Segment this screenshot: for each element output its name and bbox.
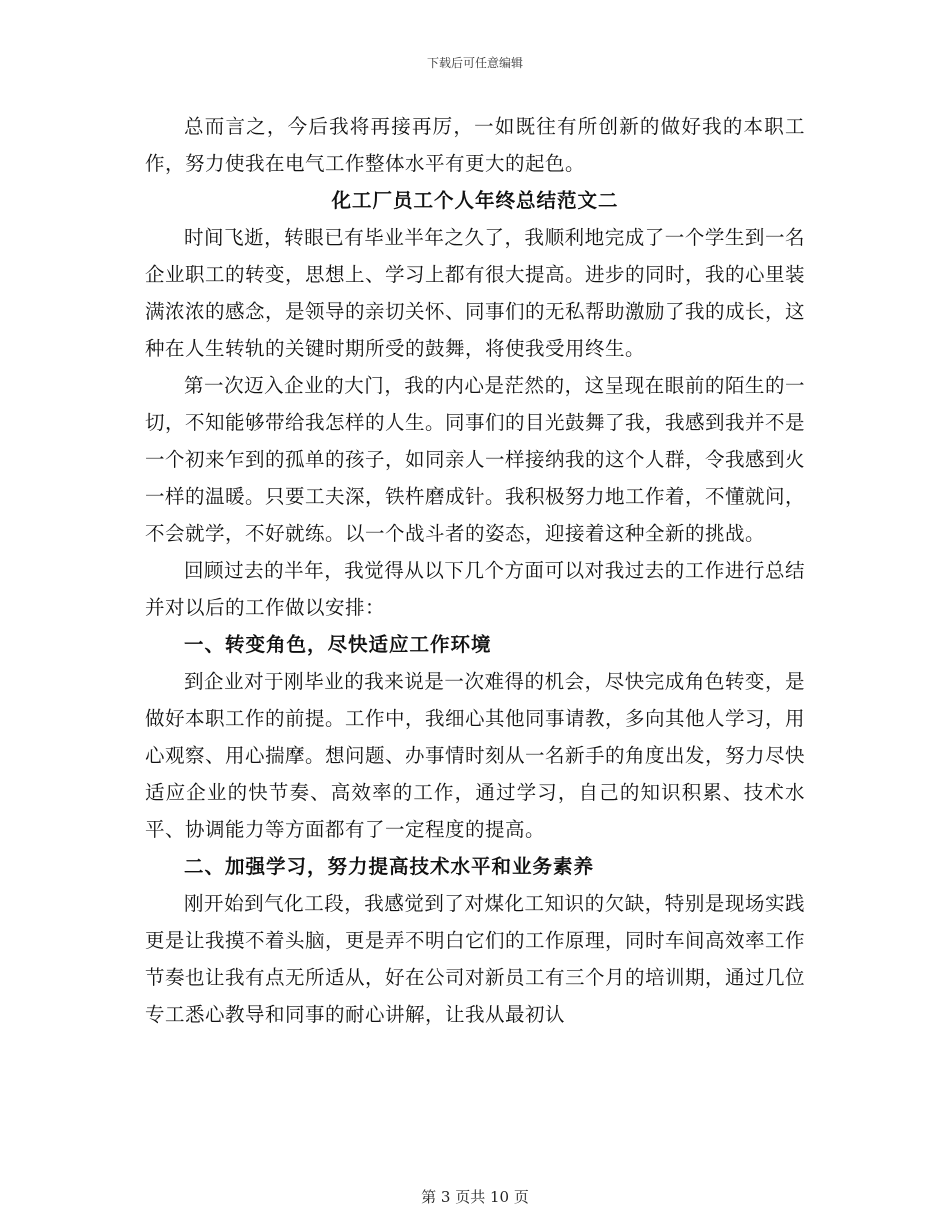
section-title: 化工厂员工个人年终总结范文二 bbox=[331, 189, 619, 212]
page-header: 下载后可任意编辑 bbox=[426, 56, 523, 70]
paragraph-conclusion: 总而言之，今后我将再接再厉，一如既往有所创新的做好我的本职工作，努力使我在电气工作整体水平有更大的起色。 bbox=[145, 115, 805, 175]
page-number: 第 3 页共 10 页 bbox=[421, 1188, 529, 1206]
heading-role-change: 一、转变角色，尽快适应工作环境 bbox=[184, 633, 492, 656]
document-body bbox=[145, 108, 805, 1033]
paragraph-first-entry: 第一次迈入企业的大门，我的内心是茫然的，这呈现在眼前的陌生的一切，不知能够带给我怎样的人生。同事们的目光鼓舞了我，我感到我并不是一个初来乍到的孤单的孩子，如同亲人一样接纳我的这个人群，令我感到火一样的温暖。只要工夫深，铁杵磨成针。我积极努力地工作着，不懂就问，不会就学，不好就练。以一个战斗者的姿态，迎接着这种全新的挑战。 bbox=[145, 374, 806, 545]
heading-study: 二、加强学习，努力提高技术水平和业务素养 bbox=[184, 855, 595, 878]
paragraph-review: 回顾过去的半年，我觉得从以下几个方面可以对我过去的工作进行总结并对以后的工作做以安排： bbox=[145, 559, 805, 619]
paragraph-study: 刚开始到气化工段，我感觉到了对煤化工知识的欠缺，特别是现场实践更是让我摸不着头脑，更是弄不明白它们的工作原理，同时车间高效率工作节奏也让我有点无所适从，好在公司对新员工有三个月的培训期，通过几位专工悉心教导和同事的耐心讲解，让我从最初认 bbox=[145, 892, 806, 1026]
paragraph-intro: 时间飞逝，转眼已有毕业半年之久了，我顺利地完成了一个学生到一名企业职工的转变，思想上、学习上都有很大提高。进步的同时，我的心里装满浓浓的感念，是领导的亲切关怀、同事们的无私帮助激励了我的成长，这种在人生转轨的关键时期所受的鼓舞，将使我受用终生。 bbox=[145, 226, 806, 360]
paragraph-role-change: 到企业对于刚毕业的我来说是一次难得的机会，尽快完成角色转变，是做好本职工作的前提。工作中，我细心其他同事请教，多向其他人学习，用心观察、用心揣摩。想问题、办事情时刻从一名新手的角度出发，努力尽快适应企业的快节奏、高效率的工作，通过学习，自己的知识积累、技术水平、协调能力等方面都有了一定程度的提高。 bbox=[145, 670, 806, 841]
